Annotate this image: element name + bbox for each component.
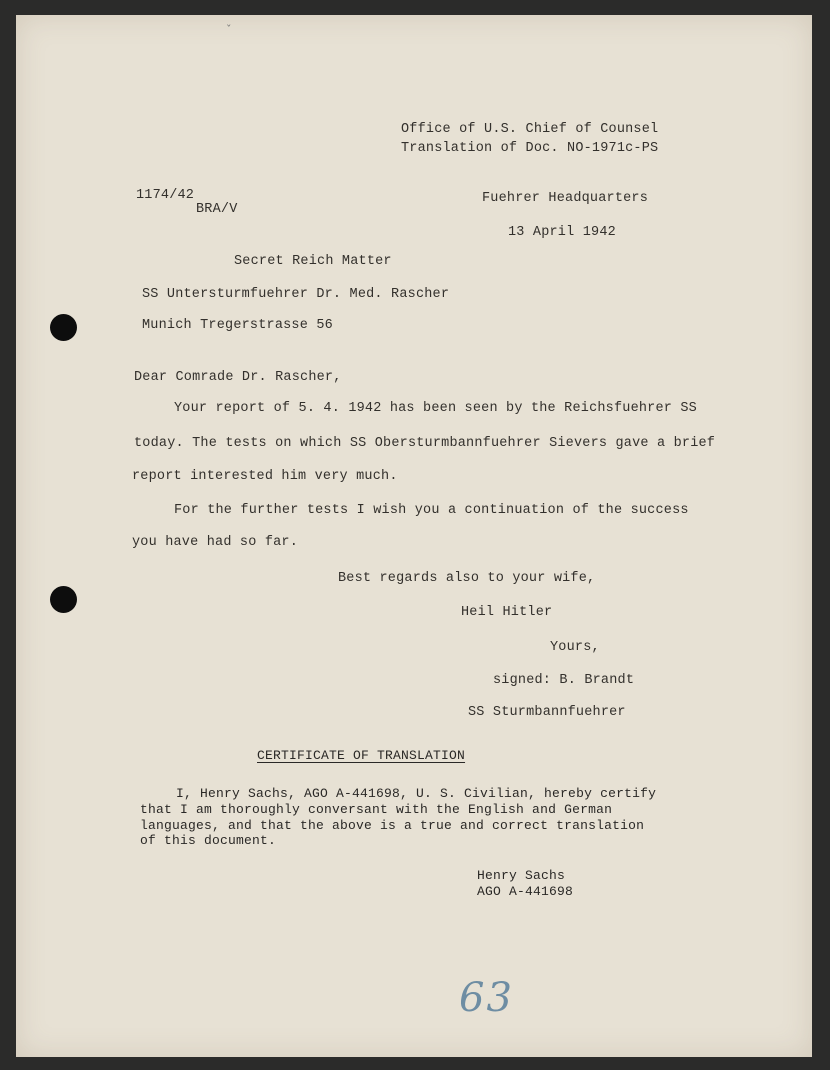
certificate-title: CERTIFICATE OF TRANSLATION xyxy=(257,748,466,763)
classification: Secret Reich Matter xyxy=(234,254,392,269)
signature-line: signed: B. Brandt xyxy=(493,673,635,688)
certificate-line-4: of this document. xyxy=(140,833,277,848)
certificate-line-3: languages, and that the above is a true and correct translation xyxy=(140,818,645,833)
paragraph-2-line-2: you have had so far. xyxy=(132,535,299,550)
certificate-line-1: I, Henry Sachs, AGO A-441698, U. S. Civilian, hereby certify xyxy=(176,786,657,801)
closing-salute: Heil Hitler xyxy=(461,605,553,620)
document-page xyxy=(16,15,812,1057)
handwritten-page-number: 63 xyxy=(459,975,514,1021)
signer-rank: SS Sturmbannfuehrer xyxy=(468,705,626,720)
paragraph-1-line-3: report interested him very much. xyxy=(132,469,398,484)
addressee-address: Munich Tregerstrasse 56 xyxy=(142,318,333,333)
translator-name: Henry Sachs xyxy=(477,868,566,883)
pencil-tick-mark: ˇ xyxy=(226,23,232,36)
punch-hole-bottom xyxy=(50,586,77,613)
place-line: Fuehrer Headquarters xyxy=(482,191,649,206)
addressee-name: SS Untersturmfuehrer Dr. Med. Rascher xyxy=(142,287,450,302)
closing-regards: Best regards also to your wife, xyxy=(338,571,596,586)
punch-hole-top xyxy=(50,314,77,341)
office-line-2: Translation of Doc. NO-1971c-PS xyxy=(401,141,659,156)
paragraph-2-line-1: For the further tests I wish you a continuation of the success xyxy=(174,503,689,518)
office-line-1: Office of U.S. Chief of Counsel xyxy=(401,122,659,137)
paragraph-1-line-1: Your report of 5. 4. 1942 has been seen by the Reichsfuehrer SS xyxy=(174,401,697,416)
salutation: Dear Comrade Dr. Rascher, xyxy=(134,370,342,385)
translator-id: AGO A-441698 xyxy=(477,884,574,899)
date-line: 13 April 1942 xyxy=(508,225,616,240)
file-number: 1174/42 xyxy=(136,188,195,203)
file-code: BRA/V xyxy=(196,202,238,217)
paragraph-1-line-2: today. The tests on which SS Obersturmbannfuehrer Sievers gave a brief xyxy=(134,436,716,451)
certificate-line-2: that I am thoroughly conversant with the English and German xyxy=(140,802,613,817)
closing-yours: Yours, xyxy=(550,640,600,655)
